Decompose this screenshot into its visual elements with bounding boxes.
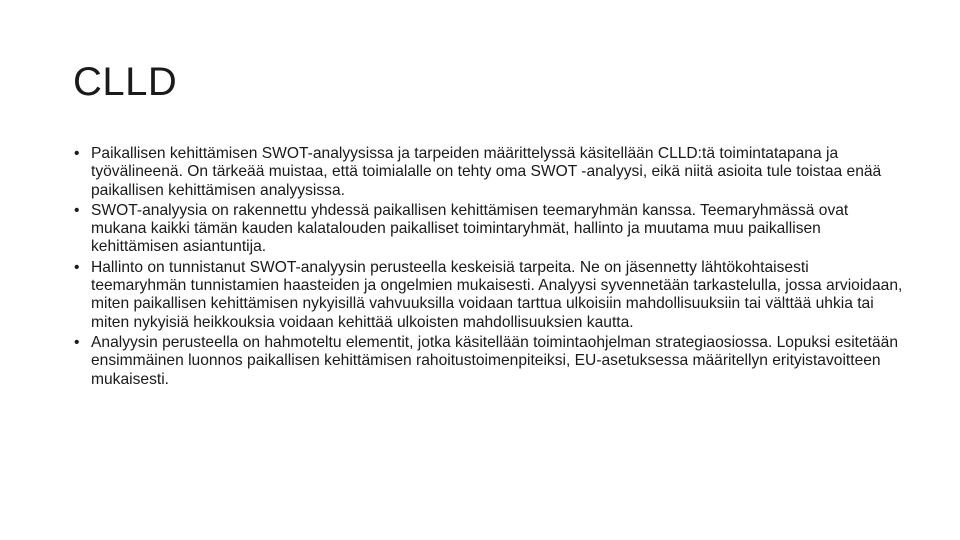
bullet-marker: • bbox=[74, 145, 80, 162]
bullet-item bbox=[74, 334, 904, 389]
bullet-text: Analyysin perusteella on hahmoteltu elementit, jotka käsitellään toimintaohjelman strategiaosiossa. Lopuksi esitetään ensimmäinen luonnos paikallisen kehittämisen rahoitustoimenpiteiksi, EU-asetuksessa määritellyn erityistavoitteen mukaisesti. bbox=[91, 333, 899, 388]
bullet-marker: • bbox=[74, 201, 80, 219]
bullet-text: SWOT-analyysia on rakennettu yhdessä paikallisen kehittämisen teemaryhmän kanssa. Teemaryhmässä ovat mukana kaikki tämän kauden kalatalouden paikalliset toimintaryhmät, hallinto ja muutama muu paikallisen kehittämisen asiantuntija. bbox=[91, 201, 849, 256]
bullet-item bbox=[74, 202, 904, 257]
bullet-list bbox=[74, 145, 904, 391]
bullet-text: Hallinto on tunnistanut SWOT-analyysin perusteella keskeisiä tarpeita. Ne on jäsennetty lähtökohtaisesti teemaryhmän tunnistamien haasteiden ja ongelmien mukaisesti. Analyysi syvennetään tarkastelulla, jossa arvioidaan, miten paikallisen kehittämisen nykyisillä vahvuuksilla voidaan tarttua ulkoisiin mahdollisuuksiin tai välttää uhkia tai miten nykyisiä heikkouksia voidaan kehittää ulkoisten mahdollisuuksien kautta. bbox=[91, 258, 903, 331]
slide-title: CLLD bbox=[73, 60, 178, 104]
bullet-item bbox=[74, 145, 904, 200]
bullet-marker: • bbox=[74, 258, 80, 276]
bullet-item bbox=[74, 259, 904, 332]
bullet-text: Paikallisen kehittämisen SWOT-analyysissa ja tarpeiden määrittelyssä käsitellään CLLD:tä toimintatapana ja työvälineenä. On tärkeää muistaa, että toimialalle on tehty oma SWOT -analyysi, eikä niitä asioita tule toistaa enää paikallisen kehittämisen analyysissa. bbox=[91, 145, 882, 199]
bullet-marker: • bbox=[74, 333, 80, 351]
